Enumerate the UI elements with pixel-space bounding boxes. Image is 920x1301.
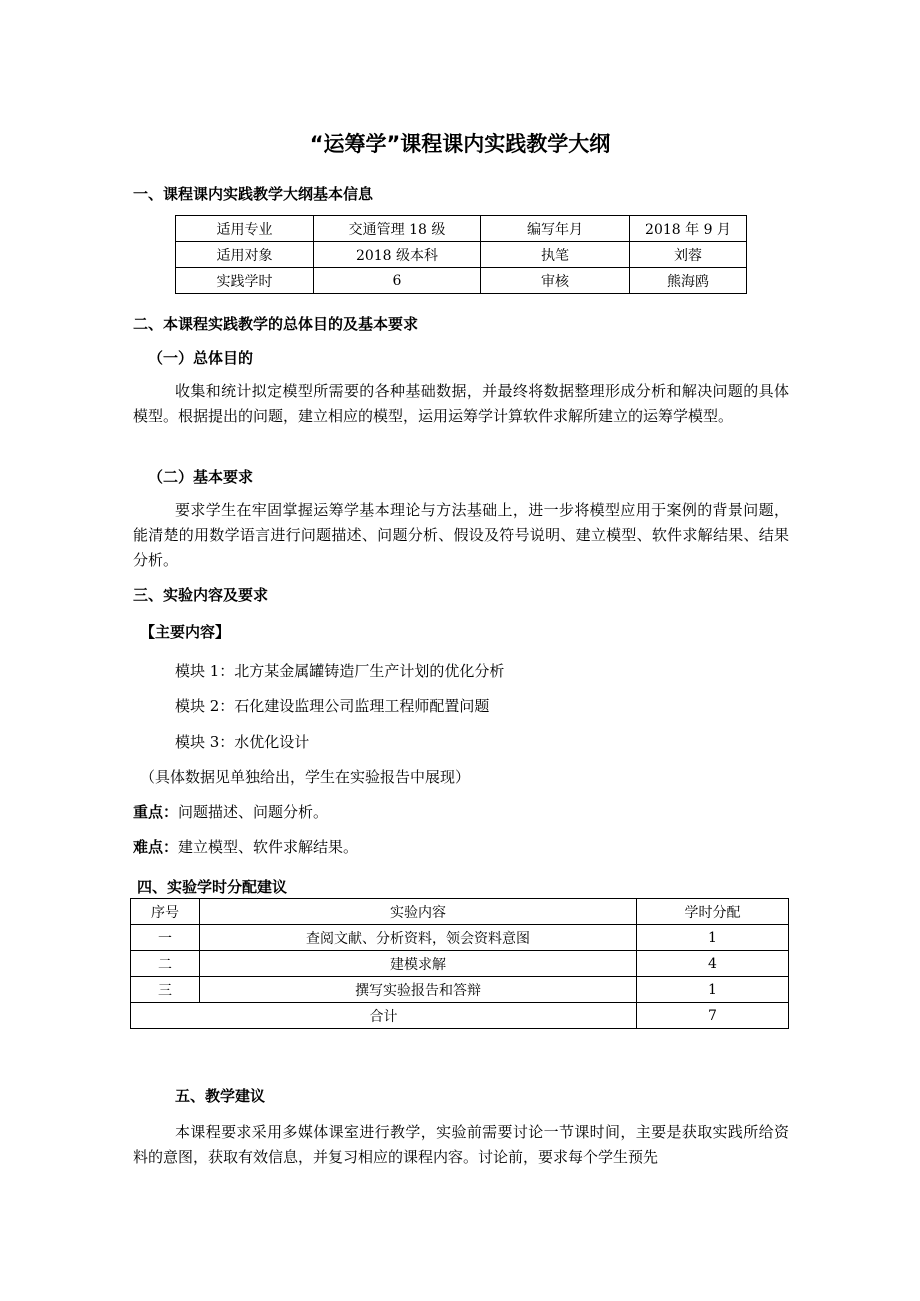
section5-paragraph: 本课程要求采用多媒体课室进行教学，实验前需要讨论一节课时间，主要是获取实践所给资料的意图，获取有效信息，并复习相应的课程内容。讨论前，要求每个学生预先 [133, 1123, 789, 1166]
table-cell: 审核 [481, 268, 630, 294]
table-cell: 2018 级本科 [314, 242, 481, 268]
table-cell: 交通管理 18 级 [314, 216, 481, 242]
section2-sub1-paragraph: 收集和统计拟定模型所需要的各种基础数据，并最终将数据整理形成分析和解决问题的具体模型。根据提出的问题，建立相应的模型，运用运筹学计算软件求解所建立的运筹学模型。 [133, 382, 789, 425]
section2-sub2-paragraph: 要求学生在牢固掌握运筹学基本理论与方法基础上，进一步将模型应用于案例的背景问题，能清楚的用数学语言进行问题描述、问题分析、假设及符号说明、建立模型、软件求解结果、结果分析。 [133, 501, 789, 569]
main-content-label: 【主要内容】 [140, 623, 231, 641]
table-cell: 6 [314, 268, 481, 294]
data-note: （具体数据见单独给出，学生在实验报告中展现） [140, 768, 471, 786]
table-row [176, 242, 747, 268]
table-cell: 2018 年 9 月 [630, 216, 747, 242]
section2-sub1-heading: （一）总体目的 [148, 349, 254, 367]
table-cell: 二 [131, 951, 200, 977]
table-header-cell: 序号 [131, 899, 200, 925]
table-cell: 三 [131, 977, 200, 1003]
key-point-line [133, 801, 328, 822]
table-cell: 刘蓉 [630, 242, 747, 268]
table-header-cell: 实验内容 [200, 899, 637, 925]
table-cell: 实践学时 [176, 268, 314, 294]
section2-sub2-heading: （二）基本要求 [148, 468, 254, 486]
module-item: 模块 2：石化建设监理公司监理工程师配置问题 [175, 697, 490, 715]
table-cell: 撰写实验报告和答辩 [200, 977, 637, 1003]
table-cell: 1 [637, 977, 789, 1003]
total-label-cell: 合计 [131, 1003, 637, 1029]
table-cell: 执笔 [481, 242, 630, 268]
section4-heading: 四、实验学时分配建议 [137, 878, 288, 896]
table-cell: 一 [131, 925, 200, 951]
table-row [131, 951, 789, 977]
key-point-label: 重点： [133, 803, 179, 821]
section2-heading: 二、本课程实践教学的总体目的及基本要求 [133, 315, 419, 333]
table-cell: 查阅文献、分析资料，领会资料意图 [200, 925, 637, 951]
table-cell: 适用专业 [176, 216, 314, 242]
difficulty-line [133, 836, 358, 857]
basic-info-table [175, 215, 747, 294]
table-cell: 建模求解 [200, 951, 637, 977]
table-cell: 熊海鸥 [630, 268, 747, 294]
table-cell: 1 [637, 925, 789, 951]
table-row [131, 925, 789, 951]
difficulty-text: 建立模型、软件求解结果。 [178, 838, 359, 856]
table-row [176, 268, 747, 294]
hours-allocation-table [130, 898, 789, 1029]
module-item: 模块 1：北方某金属罐铸造厂生产计划的优化分析 [175, 662, 505, 680]
section1-heading: 一、课程课内实践教学大纲基本信息 [133, 185, 374, 203]
page-title: “运筹学”课程课内实践教学大纲 [309, 132, 611, 156]
table-header-cell: 学时分配 [637, 899, 789, 925]
table-cell: 4 [637, 951, 789, 977]
total-value-cell: 7 [637, 1003, 789, 1029]
difficulty-label: 难点： [133, 838, 179, 856]
key-point-text: 问题描述、问题分析。 [178, 803, 329, 821]
table-cell: 适用对象 [176, 242, 314, 268]
module-item: 模块 3：水优化设计 [175, 733, 310, 751]
table-cell: 编写年月 [481, 216, 630, 242]
section5-heading: 五、教学建议 [175, 1087, 266, 1105]
section3-heading: 三、实验内容及要求 [133, 586, 269, 604]
table-row [131, 977, 789, 1003]
table-row [176, 216, 747, 242]
table-header-row [131, 899, 789, 925]
table-total-row [131, 1003, 789, 1029]
